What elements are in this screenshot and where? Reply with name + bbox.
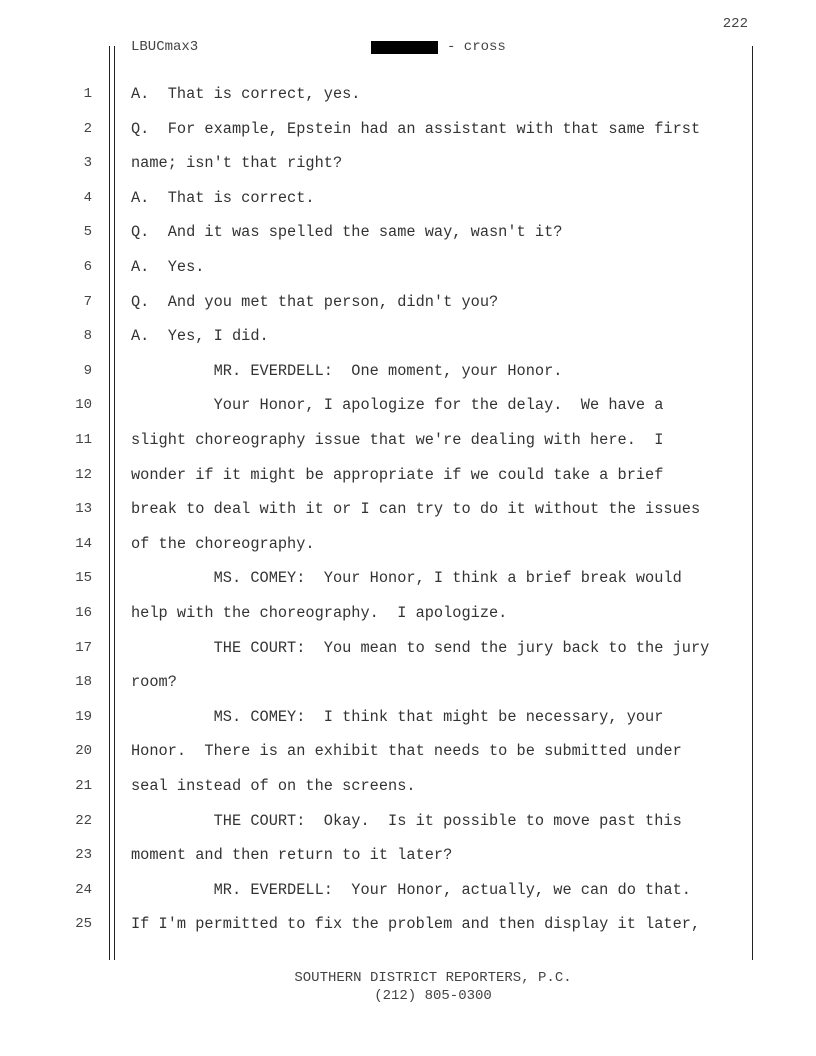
line-number: 7 <box>83 293 92 310</box>
transcript-line: MS. COMEY: I think that might be necessary, your <box>131 707 664 726</box>
margin-rule-right <box>752 46 753 960</box>
line-number: 17 <box>75 639 92 656</box>
line-number: 19 <box>75 708 92 725</box>
line-number: 25 <box>75 916 92 933</box>
line-number: 3 <box>83 155 92 172</box>
line-number: 10 <box>75 397 92 414</box>
header-examination-type: - cross <box>447 39 506 55</box>
transcript-line: A. That is correct, yes. <box>131 85 361 103</box>
transcript-line: Q. And it was spelled the same way, wasn't it? <box>131 223 563 242</box>
line-number: 4 <box>83 189 92 206</box>
line-number: 14 <box>75 535 92 552</box>
line-number: 13 <box>75 501 92 518</box>
line-number: 5 <box>83 224 92 241</box>
line-number: 22 <box>75 812 92 829</box>
transcript-line: A. That is correct. <box>131 188 315 207</box>
transcript-line: If I'm permitted to fix the problem and then display it later, <box>131 915 701 934</box>
footer <box>0 969 816 1005</box>
transcript-line: Q. For example, Epstein had an assistant with that same first <box>131 119 701 138</box>
line-number: 6 <box>83 259 92 275</box>
line-number: 15 <box>75 570 92 587</box>
transcript-line: MR. EVERDELL: Your Honor, actually, we can do that. <box>131 880 691 899</box>
redaction-block <box>371 41 438 54</box>
transcript-line: break to deal with it or I can try to do it without the issues <box>131 500 701 519</box>
transcript-line: of the choreography. <box>131 534 315 553</box>
line-number: 11 <box>75 432 92 448</box>
transcript-line: Q. And you met that person, didn't you? <box>131 292 499 311</box>
transcript-line: MS. COMEY: Your Honor, I think a brief break would <box>131 569 682 588</box>
line-number: 23 <box>75 847 92 864</box>
transcript-line: slight choreography issue that we're dealing with here. I <box>131 431 664 449</box>
line-number: 1 <box>83 86 92 102</box>
transcript-line: room? <box>131 673 177 692</box>
line-number: 16 <box>75 605 92 621</box>
line-number: 8 <box>83 328 92 345</box>
footer-phone: (212) 805-0300 <box>374 988 492 1004</box>
transcript-line: THE COURT: Okay. Is it possible to move past this <box>131 811 682 830</box>
transcript-line: MR. EVERDELL: One moment, your Honor. <box>131 361 563 380</box>
page-number: 222 <box>722 16 748 32</box>
line-number: 2 <box>83 120 92 137</box>
transcript-line: THE COURT: You mean to send the jury back to the jury <box>131 638 710 657</box>
margin-rule-left-outer <box>109 46 110 960</box>
line-number: 18 <box>75 674 92 691</box>
footer-reporter-name: SOUTHERN DISTRICT REPORTERS, P.C. <box>294 970 572 986</box>
transcript-line: moment and then return to it later? <box>131 846 453 865</box>
transcript-line: Your Honor, I apologize for the delay. We have a <box>131 396 664 415</box>
line-number: 20 <box>75 743 92 760</box>
transcript-line: A. Yes. <box>131 258 205 276</box>
margin-rule-left-inner <box>114 46 115 960</box>
transcript-line: seal instead of on the screens. <box>131 777 416 795</box>
line-number: 24 <box>75 881 92 898</box>
transcript-line: name; isn't that right? <box>131 154 343 173</box>
line-number: 21 <box>75 778 92 794</box>
transcript-line: A. Yes, I did. <box>131 327 269 346</box>
transcript-line: help with the choreography. I apologize. <box>131 604 508 622</box>
line-number: 12 <box>75 466 92 483</box>
header-case-code: LBUCmax3 <box>131 39 199 55</box>
transcript-line: wonder if it might be appropriate if we could take a brief <box>131 465 664 484</box>
transcript-line: Honor. There is an exhibit that needs to be submitted under <box>131 742 682 761</box>
line-number: 9 <box>83 362 92 379</box>
